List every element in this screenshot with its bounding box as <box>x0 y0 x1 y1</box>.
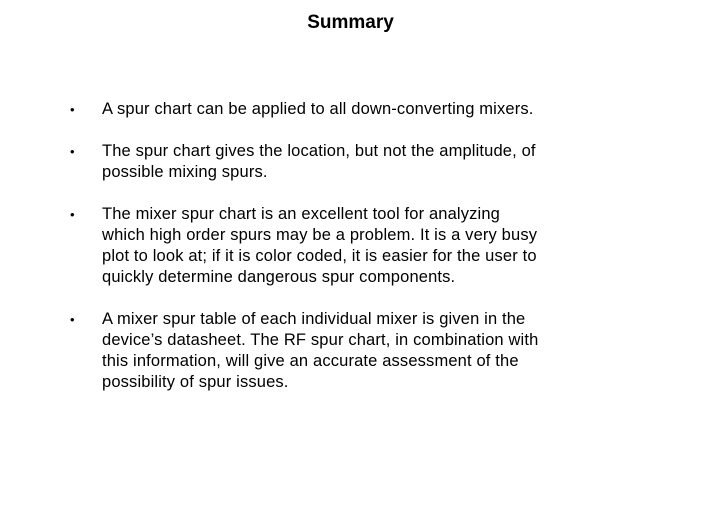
bullet-list <box>70 99 670 414</box>
bullet-line: plot to look at; if it is color coded, it is easier for the user to <box>102 247 537 265</box>
bullet-line: A mixer spur table of each individual mixer is given in the <box>102 310 526 328</box>
bullet-item-2 <box>70 141 670 183</box>
slide-title: Summary <box>307 12 394 33</box>
bullet-line: The spur chart gives the location, but not the amplitude, of <box>102 142 536 160</box>
bullet-line: The mixer spur chart is an excellent tool for analyzing <box>102 205 501 223</box>
bullet-item-3 <box>70 204 670 288</box>
bullet-icon: • <box>70 312 75 327</box>
bullet-line: which high order spurs may be a problem. It is a very busy <box>102 226 538 244</box>
bullet-line: this information, will give an accurate assessment of the <box>102 352 519 370</box>
bullet-item-1 <box>70 99 670 120</box>
bullet-line: device’s datasheet. The RF spur chart, in combination with <box>102 331 539 349</box>
bullet-icon: • <box>70 207 75 222</box>
bullet-text <box>102 204 670 288</box>
bullet-icon: • <box>70 102 75 117</box>
bullet-line: possibility of spur issues. <box>102 373 289 391</box>
bullet-icon: • <box>70 144 75 159</box>
bullet-text <box>102 99 670 120</box>
bullet-text <box>102 309 670 393</box>
bullet-line: quickly determine dangerous spur components. <box>102 268 456 286</box>
bullet-text <box>102 141 670 183</box>
bullet-line: A spur chart can be applied to all down-converting mixers. <box>102 100 534 118</box>
bullet-line: possible mixing spurs. <box>102 163 268 181</box>
bullet-item-4 <box>70 309 670 393</box>
